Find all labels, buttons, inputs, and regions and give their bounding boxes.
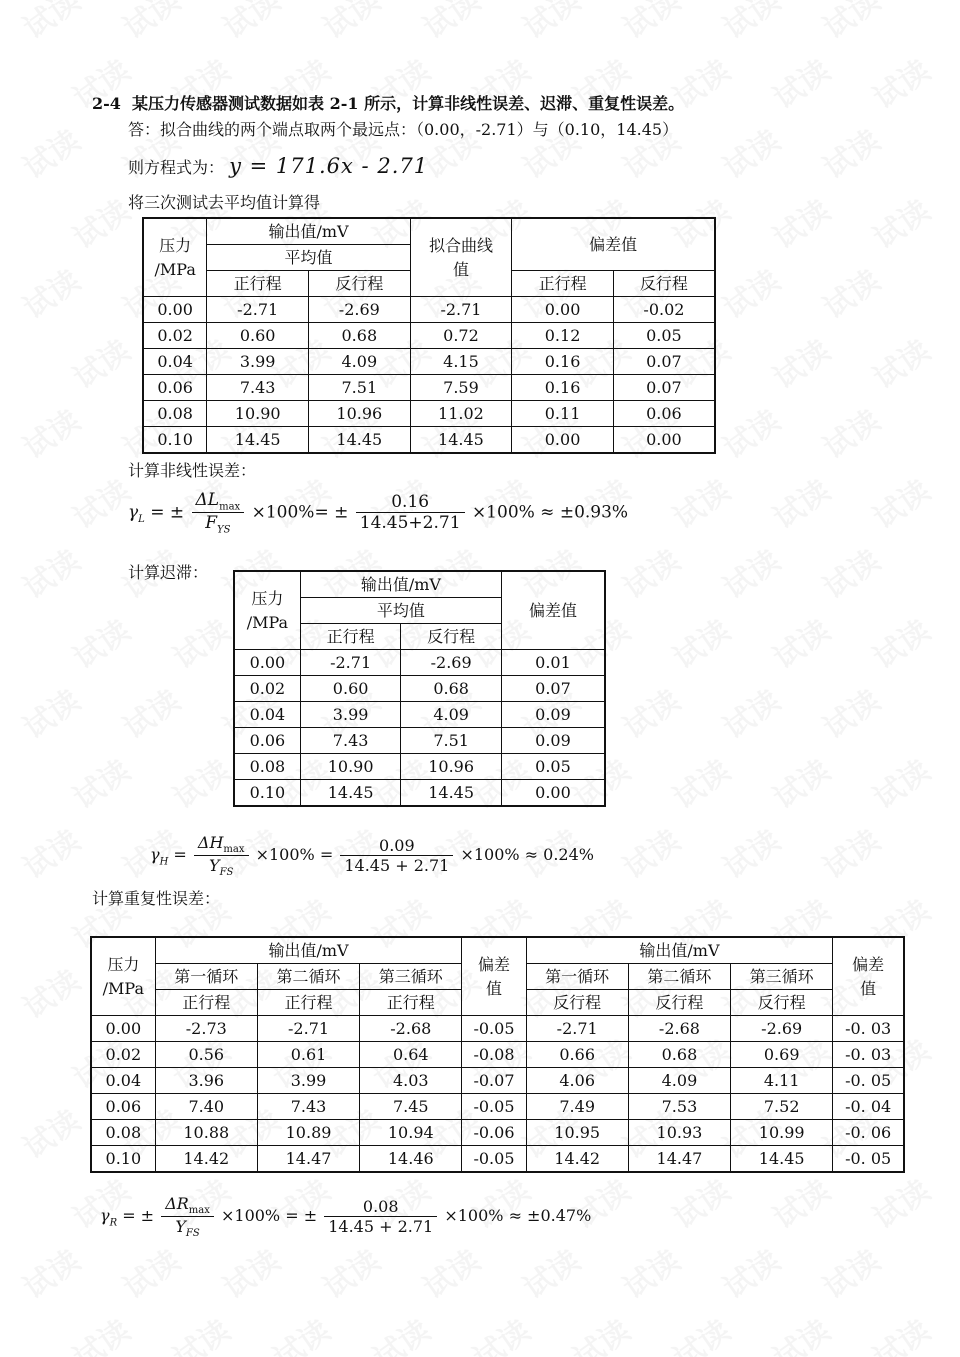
watermark-text: [863, 1167, 937, 1237]
table-cell: 0.16: [512, 349, 614, 375]
table-cell: 10.93: [628, 1120, 730, 1146]
table-cell: -0.02: [613, 297, 715, 323]
watermark-text: [813, 817, 887, 887]
watermark-text: [713, 0, 787, 47]
watermark-text: [563, 1307, 637, 1357]
watermark-text: [713, 257, 787, 327]
table-cell: 4.09: [309, 349, 411, 375]
header-reverse: 反行程: [731, 990, 833, 1016]
watermark-text: [863, 607, 937, 677]
table-cell: 10.96: [309, 401, 411, 427]
table-cell: 0.60: [300, 676, 401, 702]
table-row: [143, 297, 715, 323]
table-cell: -2.71: [257, 1016, 359, 1042]
table-cell: 14.45: [410, 427, 512, 454]
table-row: [234, 780, 605, 807]
table-cell: 0.61: [257, 1042, 359, 1068]
equation: y = 171.6x - 2.71: [229, 154, 429, 178]
table-row: [91, 1068, 904, 1094]
table-cell: 7.51: [309, 375, 411, 401]
table-cell: -0.08: [462, 1042, 526, 1068]
table-cell: 0.04: [143, 349, 207, 375]
table-cell: -2.73: [155, 1016, 257, 1042]
table-cell: -0.05: [462, 1016, 526, 1042]
problem-number: 2-4: [92, 94, 121, 113]
header-average: 平均值: [207, 245, 410, 271]
table-row: [143, 375, 715, 401]
watermark-text: [63, 1307, 137, 1357]
table-cell: -2.69: [731, 1016, 833, 1042]
header-forward: 正行程: [300, 624, 401, 650]
table-cell: 3.99: [300, 702, 401, 728]
table-cell: 0.56: [155, 1042, 257, 1068]
table-cell: 10.90: [300, 754, 401, 780]
table-row: [143, 349, 715, 375]
watermark-text: [613, 537, 687, 607]
table-cell: 7.51: [401, 728, 502, 754]
table-cell: -0. 06: [833, 1120, 904, 1146]
table-cell: 14.45: [731, 1146, 833, 1173]
header-cycle-2: 第二循环: [628, 964, 730, 990]
table-cell: -2.68: [360, 1016, 462, 1042]
header-reverse: 反行程: [309, 271, 411, 297]
table-cell: 10.89: [257, 1120, 359, 1146]
header-forward: 正行程: [512, 271, 614, 297]
table-cell: -2.71: [300, 650, 401, 676]
watermark-text: [813, 537, 887, 607]
watermark-text: [763, 747, 837, 817]
table-cell: 0.07: [613, 349, 715, 375]
header-pressure: 压力 /MPa: [143, 218, 207, 297]
table-row: [234, 754, 605, 780]
table-row: [143, 427, 715, 454]
table-cell: 0.60: [207, 323, 309, 349]
table-cell: 14.45: [300, 780, 401, 807]
table-cell: -0. 05: [833, 1068, 904, 1094]
header-reverse: 反行程: [526, 990, 628, 1016]
watermark-text: [663, 1167, 737, 1237]
watermark-text: [113, 0, 187, 47]
table-cell: -0.07: [462, 1068, 526, 1094]
table-row: [91, 1120, 904, 1146]
table-cell: 0.00: [501, 780, 605, 807]
table-cell: 0.02: [91, 1042, 155, 1068]
watermark-text: [363, 1307, 437, 1357]
answer-line: 答：拟合曲线的两个端点取两个最远点：（0.00，-2.71）与（0.10，14.45）: [128, 120, 679, 139]
table-row: [91, 1042, 904, 1068]
table-cell: 4.09: [628, 1068, 730, 1094]
equation-label: 则方程式为：: [128, 158, 225, 177]
watermark-text: [113, 1237, 187, 1307]
table-cell: 0.06: [234, 728, 300, 754]
header-cycle-1: 第一循环: [155, 964, 257, 990]
watermark-text: [763, 467, 837, 537]
table-cell: 0.68: [628, 1042, 730, 1068]
header-reverse: 反行程: [401, 624, 502, 650]
table-cell: -0. 05: [833, 1146, 904, 1173]
watermark-text: [663, 467, 737, 537]
table-cell: 14.46: [360, 1146, 462, 1173]
table-cell: 14.42: [155, 1146, 257, 1173]
table-cell: 7.45: [360, 1094, 462, 1120]
table-cell: 10.94: [360, 1120, 462, 1146]
table-cell: 0.64: [360, 1042, 462, 1068]
header-deviation-reverse: 偏差 值: [833, 937, 904, 1016]
header-output: 输出值/mV: [207, 218, 410, 245]
problem-heading: [92, 94, 684, 113]
table-cell: -0. 03: [833, 1016, 904, 1042]
formula-nonlinearity: $\gamma_L$ = ± $\frac{\Delta L_{max}}{F_{YS}}$ ×100%= ± $\frac{0.16}{14.45+2.71}$ ×100% ≈ ±0.93%: [128, 490, 629, 536]
watermark-text: [113, 677, 187, 747]
watermark-text: [13, 677, 87, 747]
header-forward: 正行程: [360, 990, 462, 1016]
watermark-text: [813, 397, 887, 467]
watermark-text: [213, 1237, 287, 1307]
nonlinear-label: 计算非线性误差：: [128, 461, 257, 480]
table-cell: 0.00: [143, 297, 207, 323]
table-cell: 4.03: [360, 1068, 462, 1094]
table-cell: 7.43: [300, 728, 401, 754]
table-cell: 0.00: [512, 427, 614, 454]
table-cell: 0.72: [410, 323, 512, 349]
watermark-text: [763, 1307, 837, 1357]
watermark-text: [763, 327, 837, 397]
header-cycle-2: 第二循环: [257, 964, 359, 990]
table-cell: 14.45: [207, 427, 309, 454]
watermark-text: [313, 1237, 387, 1307]
watermark-text: [63, 607, 137, 677]
header-cycle-1: 第一循环: [526, 964, 628, 990]
table-cell: 7.53: [628, 1094, 730, 1120]
table-hysteresis: [233, 570, 606, 807]
table-cell: 0.00: [512, 297, 614, 323]
watermark-text: [513, 1237, 587, 1307]
watermark-text: [613, 1237, 687, 1307]
watermark-text: [13, 957, 87, 1027]
table-cell: 10.96: [401, 754, 502, 780]
watermark-text: [713, 537, 787, 607]
watermark-text: [13, 1097, 87, 1167]
watermark-text: [863, 187, 937, 257]
table-cell: 0.02: [143, 323, 207, 349]
table-cell: 7.43: [207, 375, 309, 401]
table-repeatability: [90, 936, 905, 1173]
formula-repeatability: $\gamma_R$ = ± $\frac{\Delta R_{max}}{Y_{FS}}$ ×100% = ± $\frac{0.08}{14.45 + 2.71}$ ×100% ≈ ±0.47%: [100, 1194, 592, 1240]
header-fit: 拟合曲线 值: [410, 218, 512, 297]
watermark-text: [463, 1307, 537, 1357]
table-cell: 0.09: [501, 702, 605, 728]
table-cell: 0.08: [91, 1120, 155, 1146]
header-deviation: 偏差值: [512, 218, 715, 271]
header-forward: 正行程: [257, 990, 359, 1016]
table-cell: 4.15: [410, 349, 512, 375]
table-cell: 0.07: [613, 375, 715, 401]
table-cell: 10.95: [526, 1120, 628, 1146]
watermark-text: [763, 47, 837, 117]
table-cell: 0.69: [731, 1042, 833, 1068]
table-cell: -0. 03: [833, 1042, 904, 1068]
watermark-text: [63, 327, 137, 397]
watermark-text: [413, 0, 487, 47]
watermark-text: [63, 187, 137, 257]
header-deviation-forward: 偏差 值: [462, 937, 526, 1016]
watermark-text: [163, 1307, 237, 1357]
header-forward: 正行程: [207, 271, 309, 297]
table-cell: 3.96: [155, 1068, 257, 1094]
table-cell: 10.99: [731, 1120, 833, 1146]
table-cell: 0.05: [501, 754, 605, 780]
watermark-text: [513, 0, 587, 47]
watermark-text: [13, 117, 87, 187]
table-cell: -2.69: [309, 297, 411, 323]
table-cell: 10.90: [207, 401, 309, 427]
table-cell: 7.43: [257, 1094, 359, 1120]
table-cell: -2.69: [401, 650, 502, 676]
watermark-text: [13, 397, 87, 467]
table-cell: 0.00: [91, 1016, 155, 1042]
table-row: [234, 676, 605, 702]
table-cell: 0.12: [512, 323, 614, 349]
table-cell: 0.04: [234, 702, 300, 728]
table-row: [234, 702, 605, 728]
watermark-text: [263, 1307, 337, 1357]
header-reverse: 反行程: [613, 271, 715, 297]
header-cycle-3: 第三循环: [360, 964, 462, 990]
watermark-text: [713, 117, 787, 187]
table-nonlinearity: [142, 217, 716, 454]
watermark-text: [313, 0, 387, 47]
table-row: [91, 1094, 904, 1120]
watermark-text: [713, 817, 787, 887]
table-cell: 0.66: [526, 1042, 628, 1068]
table-cell: -0.05: [462, 1094, 526, 1120]
table-cell: 0.01: [501, 650, 605, 676]
table-cell: 14.47: [628, 1146, 730, 1173]
table-cell: 0.08: [143, 401, 207, 427]
table-cell: -0.06: [462, 1120, 526, 1146]
table-row: [91, 1016, 904, 1042]
hysteresis-label: 计算迟滞：: [128, 563, 209, 582]
table-cell: -2.71: [207, 297, 309, 323]
table-row: [143, 401, 715, 427]
table-cell: 0.06: [143, 375, 207, 401]
table-cell: 0.10: [91, 1146, 155, 1173]
watermark-text: [613, 817, 687, 887]
table-cell: 0.04: [91, 1068, 155, 1094]
watermark-text: [863, 467, 937, 537]
watermark-text: [813, 257, 887, 327]
table-cell: 0.05: [613, 323, 715, 349]
table-cell: 7.52: [731, 1094, 833, 1120]
watermark-text: [13, 537, 87, 607]
watermark-text: [713, 397, 787, 467]
header-cycle-3: 第三循环: [731, 964, 833, 990]
watermark-text: [663, 1307, 737, 1357]
table-cell: 7.49: [526, 1094, 628, 1120]
table-row: [234, 650, 605, 676]
table-cell: 0.02: [234, 676, 300, 702]
table-cell: 7.59: [410, 375, 512, 401]
table-row: [234, 728, 605, 754]
table-cell: 4.11: [731, 1068, 833, 1094]
watermark-text: [813, 677, 887, 747]
table-cell: 10.88: [155, 1120, 257, 1146]
average-label: 将三次测试去平均值计算得: [128, 193, 321, 212]
table-cell: 3.99: [207, 349, 309, 375]
watermark-text: [413, 1237, 487, 1307]
table-cell: 0.00: [234, 650, 300, 676]
table-row: [91, 1146, 904, 1173]
watermark-text: [663, 607, 737, 677]
watermark-text: [13, 0, 87, 47]
header-deviation: 偏差值: [501, 571, 605, 650]
table-cell: -2.68: [628, 1016, 730, 1042]
watermark-text: [813, 0, 887, 47]
header-reverse: 反行程: [628, 990, 730, 1016]
watermark-text: [813, 117, 887, 187]
watermark-text: [63, 747, 137, 817]
header-forward: 正行程: [155, 990, 257, 1016]
watermark-text: [713, 1237, 787, 1307]
table-cell: 0.10: [143, 427, 207, 454]
table-cell: 4.09: [401, 702, 502, 728]
table-cell: 0.00: [613, 427, 715, 454]
header-output: 输出值/mV: [300, 571, 501, 598]
watermark-text: [763, 1167, 837, 1237]
table-cell: 0.10: [234, 780, 300, 807]
table-cell: 3.99: [257, 1068, 359, 1094]
watermark-text: [763, 607, 837, 677]
watermark-text: [63, 467, 137, 537]
header-average: 平均值: [300, 598, 501, 624]
table-cell: 0.07: [501, 676, 605, 702]
watermark-text: [863, 1307, 937, 1357]
header-output-reverse: 输出值/mV: [526, 937, 833, 964]
table-cell: -2.71: [410, 297, 512, 323]
table-cell: -2.71: [526, 1016, 628, 1042]
table-cell: 0.68: [401, 676, 502, 702]
table-cell: 0.11: [512, 401, 614, 427]
watermark-text: [713, 677, 787, 747]
watermark-text: [13, 257, 87, 327]
table-cell: 14.45: [401, 780, 502, 807]
table-cell: 0.08: [234, 754, 300, 780]
watermark-text: [163, 607, 237, 677]
watermark-text: [163, 747, 237, 817]
table-cell: 0.16: [512, 375, 614, 401]
problem-title: 某压力传感器测试数据如表 2-1 所示，计算非线性误差、迟滞、重复性误差。: [132, 94, 685, 113]
equation-line: [128, 154, 428, 179]
table-cell: 4.06: [526, 1068, 628, 1094]
table-cell: 0.09: [501, 728, 605, 754]
watermark-text: [13, 817, 87, 887]
watermark-text: [863, 47, 937, 117]
table-cell: 14.45: [309, 427, 411, 454]
repeatability-label: 计算重复性误差：: [92, 889, 221, 908]
header-pressure: 压力 /MPa: [234, 571, 300, 650]
formula-hysteresis: $\gamma_H$ = $\frac{\Delta H_{max}}{Y_{FS}}$ ×100% = $\frac{0.09}{14.45 + 2.71}$ ×100% ≈ 0.24%: [150, 833, 594, 879]
table-cell: -0.05: [462, 1146, 526, 1173]
table-cell: 14.42: [526, 1146, 628, 1173]
watermark-text: [613, 677, 687, 747]
watermark-text: [13, 1237, 87, 1307]
table-cell: 7.40: [155, 1094, 257, 1120]
header-output-forward: 输出值/mV: [155, 937, 462, 964]
table-cell: 11.02: [410, 401, 512, 427]
watermark-text: [663, 747, 737, 817]
table-cell: 0.06: [613, 401, 715, 427]
table-cell: 0.06: [91, 1094, 155, 1120]
table-cell: 14.47: [257, 1146, 359, 1173]
table-cell: 0.68: [309, 323, 411, 349]
watermark-text: [813, 1237, 887, 1307]
watermark-text: [863, 747, 937, 817]
watermark-text: [763, 187, 837, 257]
header-pressure: 压力 /MPa: [91, 937, 155, 1016]
table-cell: -0. 04: [833, 1094, 904, 1120]
watermark-text: [613, 0, 687, 47]
watermark-text: [863, 327, 937, 397]
table-row: [143, 323, 715, 349]
watermark-text: [213, 0, 287, 47]
